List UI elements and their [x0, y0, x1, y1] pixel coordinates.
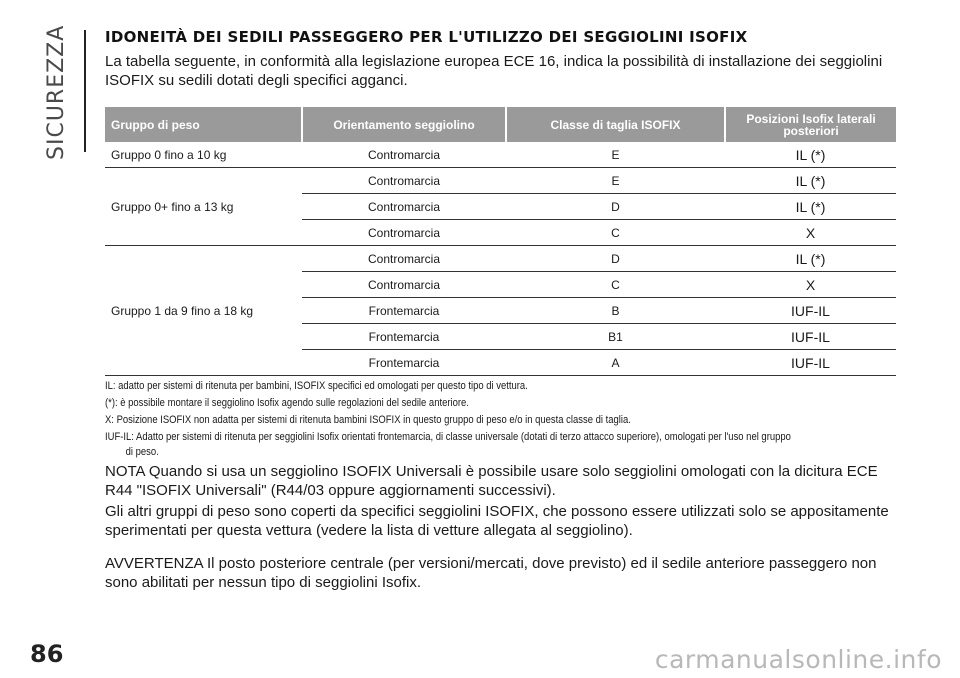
- page-content: [105, 28, 905, 592]
- position-cell: IUF-IL: [725, 350, 896, 376]
- table-row: [105, 246, 896, 272]
- orientation-cell: Contromarcia: [302, 246, 506, 272]
- table-row: [105, 168, 896, 194]
- section-label: SICUREZZA: [44, 24, 69, 160]
- orientation-cell: Frontemarcia: [302, 350, 506, 376]
- note-iuf-il: [105, 430, 901, 460]
- position-cell: X: [725, 272, 896, 298]
- weight-group-cell: Gruppo 0 fino a 10 kg: [105, 142, 302, 168]
- position-cell: IL (*): [725, 194, 896, 220]
- size-class-cell: C: [506, 272, 725, 298]
- orientation-cell: Contromarcia: [302, 168, 506, 194]
- table-header-row: [105, 107, 896, 142]
- orientation-cell: Frontemarcia: [302, 324, 506, 350]
- size-class-cell: C: [506, 220, 725, 246]
- page-title: IDONEITÀ DEI SEDILI PASSEGGERO PER L'UTILIZZO DEI SEGGIOLINI ISOFIX: [105, 28, 748, 46]
- note-il: IL: adatto per sistemi di ritenuta per bambini, ISOFIX specifici ed omologati per questo tipo di vettura.: [105, 380, 528, 392]
- size-class-cell: B: [506, 298, 725, 324]
- note-asterisk: (*): è possibile montare il seggiolino Isofix agendo sulle regolazioni del sedile anteriore.: [105, 397, 469, 409]
- warning-paragraph: AVVERTENZA Il posto posteriore centrale (per versioni/mercati, dove previsto) ed il sedile anteriore passeggero non sono abilitati per nessun tipo di seggiolini Isofix.: [105, 555, 877, 591]
- section-divider: [84, 30, 86, 152]
- header-orientation: Orientamento seggiolino: [302, 107, 506, 142]
- orientation-cell: Contromarcia: [302, 194, 506, 220]
- position-cell: IL (*): [725, 246, 896, 272]
- orientation-cell: Contromarcia: [302, 142, 506, 168]
- position-cell: IUF-IL: [725, 324, 896, 350]
- header-weight-group: Gruppo di peso: [105, 107, 302, 142]
- weight-group-cell: Gruppo 0+ fino a 13 kg: [105, 168, 302, 246]
- size-class-cell: E: [506, 168, 725, 194]
- size-class-cell: D: [506, 246, 725, 272]
- position-cell: IL (*): [725, 168, 896, 194]
- position-cell: IUF-IL: [725, 298, 896, 324]
- other-groups-paragraph: Gli altri gruppi di peso sono coperti da specifici seggiolini ISOFIX, che possono essere utilizzati solo se appositamente sperimentati per questa vettura (vedere la lista di vetture allegata al seggiolino).: [105, 503, 889, 539]
- isofix-table: [105, 107, 896, 376]
- table-row: [105, 142, 896, 168]
- weight-group-cell: Gruppo 1 da 9 fino a 18 kg: [105, 246, 302, 376]
- position-cell: X: [725, 220, 896, 246]
- table-notes: [105, 379, 905, 460]
- nota-paragraph: NOTA Quando si usa un seggiolino ISOFIX Universali è possibile usare solo seggiolini omologati con la dicitura ECE R44 "ISOFIX Universali" (R44/03 oppure aggiornamenti successivi).: [105, 463, 878, 499]
- header-size-class: Classe di taglia ISOFIX: [506, 107, 725, 142]
- watermark: carmanualsonline.info: [654, 645, 942, 674]
- page-number: 86: [30, 640, 64, 668]
- orientation-cell: Frontemarcia: [302, 298, 506, 324]
- note-iuf-il-continuation: di peso.: [125, 446, 159, 458]
- position-cell: IL (*): [725, 142, 896, 168]
- note-x: X: Posizione ISOFIX non adatta per sistemi di ritenuta bambini ISOFIX in questo gruppo di peso e/o in questa classe di taglia.: [105, 414, 631, 426]
- orientation-cell: Contromarcia: [302, 220, 506, 246]
- size-class-cell: E: [506, 142, 725, 168]
- size-class-cell: B1: [506, 324, 725, 350]
- size-class-cell: D: [506, 194, 725, 220]
- orientation-cell: Contromarcia: [302, 272, 506, 298]
- note-iuf-il-text: IUF-IL: Adatto per sistemi di ritenuta per seggiolini Isofix orientati frontemarcia, di classe universale (dotati di terzo attacco superiore), omologati per l'uso nel gruppo: [105, 431, 791, 443]
- intro-paragraph: La tabella seguente, in conformità alla legislazione europea ECE 16, indica la possibilità di installazione dei seggiolini ISOFIX su sedili dotati degli specifici agganci.: [105, 53, 883, 89]
- size-class-cell: A: [506, 350, 725, 376]
- header-positions: Posizioni Isofix laterali posteriori: [725, 107, 896, 142]
